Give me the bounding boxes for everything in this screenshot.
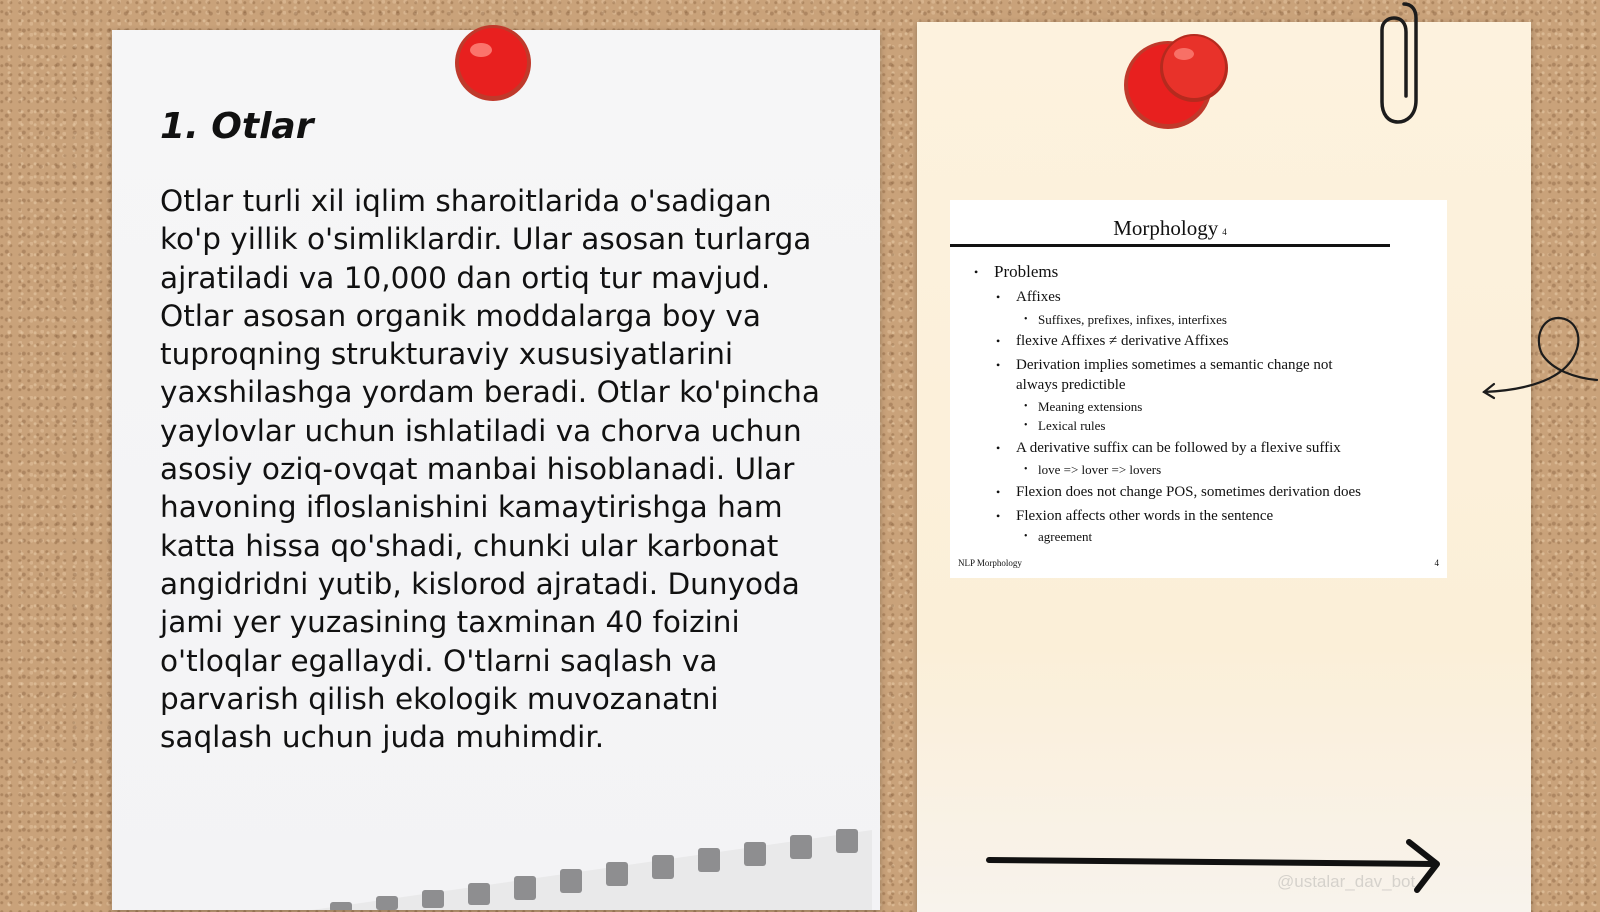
slide-bullet: • Flexion affects other words in the sentence xyxy=(996,508,1274,524)
slide-footer-label: NLP Morphology xyxy=(958,558,1022,568)
torn-paper-strip xyxy=(312,820,872,910)
slide-bullet: • Suffixes, prefixes, infixes, interfixes xyxy=(1024,312,1227,327)
slide-page-number: 4 xyxy=(1434,558,1439,568)
note-paragraph: Otlar turli xil iqlim sharoitlarida o'sadigan ko'p yillik o'simliklardir. Ular asosan turlarga ajratiladi va 10,000 dan ortiq tur mavjud. Otlar asosan organik moddalarga boy va tuproqning strukturaviy xususiyatlarini yaxshilashga yordam beradi. Otlar ko'pincha yaylovlar uchun ishlatiladi va chorva uchun asosiy oziq-ovqat manbai hisoblanadi. Ular havoning ifloslanishini kamaytirishga ham katta hissa qo'shadi, chunki ular karbonat angidridni yutib, kislorod ajratadi. Dunyoda jami yer yuzasining taxminan 40 foizini o'tloqlar egallaydi. O'tlarni saqlash va parvarish qilish ekologik muvozanatni saqlash uchun juda muhimdir. xyxy=(160,184,820,755)
slide-title-text: Morphology xyxy=(1113,216,1219,240)
slide-bullet: • love => lover => lovers xyxy=(1024,462,1162,477)
slide-bullet: • Problems xyxy=(974,262,1059,281)
right-arrow-icon xyxy=(985,836,1447,896)
slide-title-number: 4 xyxy=(1222,227,1227,237)
paperclip-icon xyxy=(1376,0,1420,125)
watermark-text: @ustalar_dav_bot xyxy=(1277,872,1416,891)
red-pushpin-icon xyxy=(452,22,534,104)
slide-bullet: • Meaning extensions xyxy=(1024,399,1143,414)
morphology-slide xyxy=(950,200,1447,578)
slide-bullet: • Lexical rules xyxy=(1024,418,1106,433)
slide-bullet-continuation: always predictible xyxy=(1016,377,1126,393)
slide-bullet: • agreement xyxy=(1024,529,1093,544)
right-note-paper xyxy=(917,22,1531,912)
note-title: 1. Otlar xyxy=(160,106,314,147)
slide-title xyxy=(950,216,1390,241)
left-note-paper xyxy=(112,30,880,910)
curly-arrow-icon xyxy=(1480,312,1598,407)
slide-bullet: • Flexion does not change POS, sometimes derivation does xyxy=(996,484,1361,500)
slide-bullet: • flexive Affixes ≠ derivative Affixes xyxy=(996,333,1229,349)
red-pushpin-icon xyxy=(1122,30,1232,135)
slide-bullet: • A derivative suffix can be followed by a flexive suffix xyxy=(996,440,1341,456)
slide-bullet: • Derivation implies sometimes a semantic change not xyxy=(996,357,1333,373)
slide-bullet: • Affixes xyxy=(996,289,1061,305)
slide-title-rule xyxy=(950,244,1390,247)
